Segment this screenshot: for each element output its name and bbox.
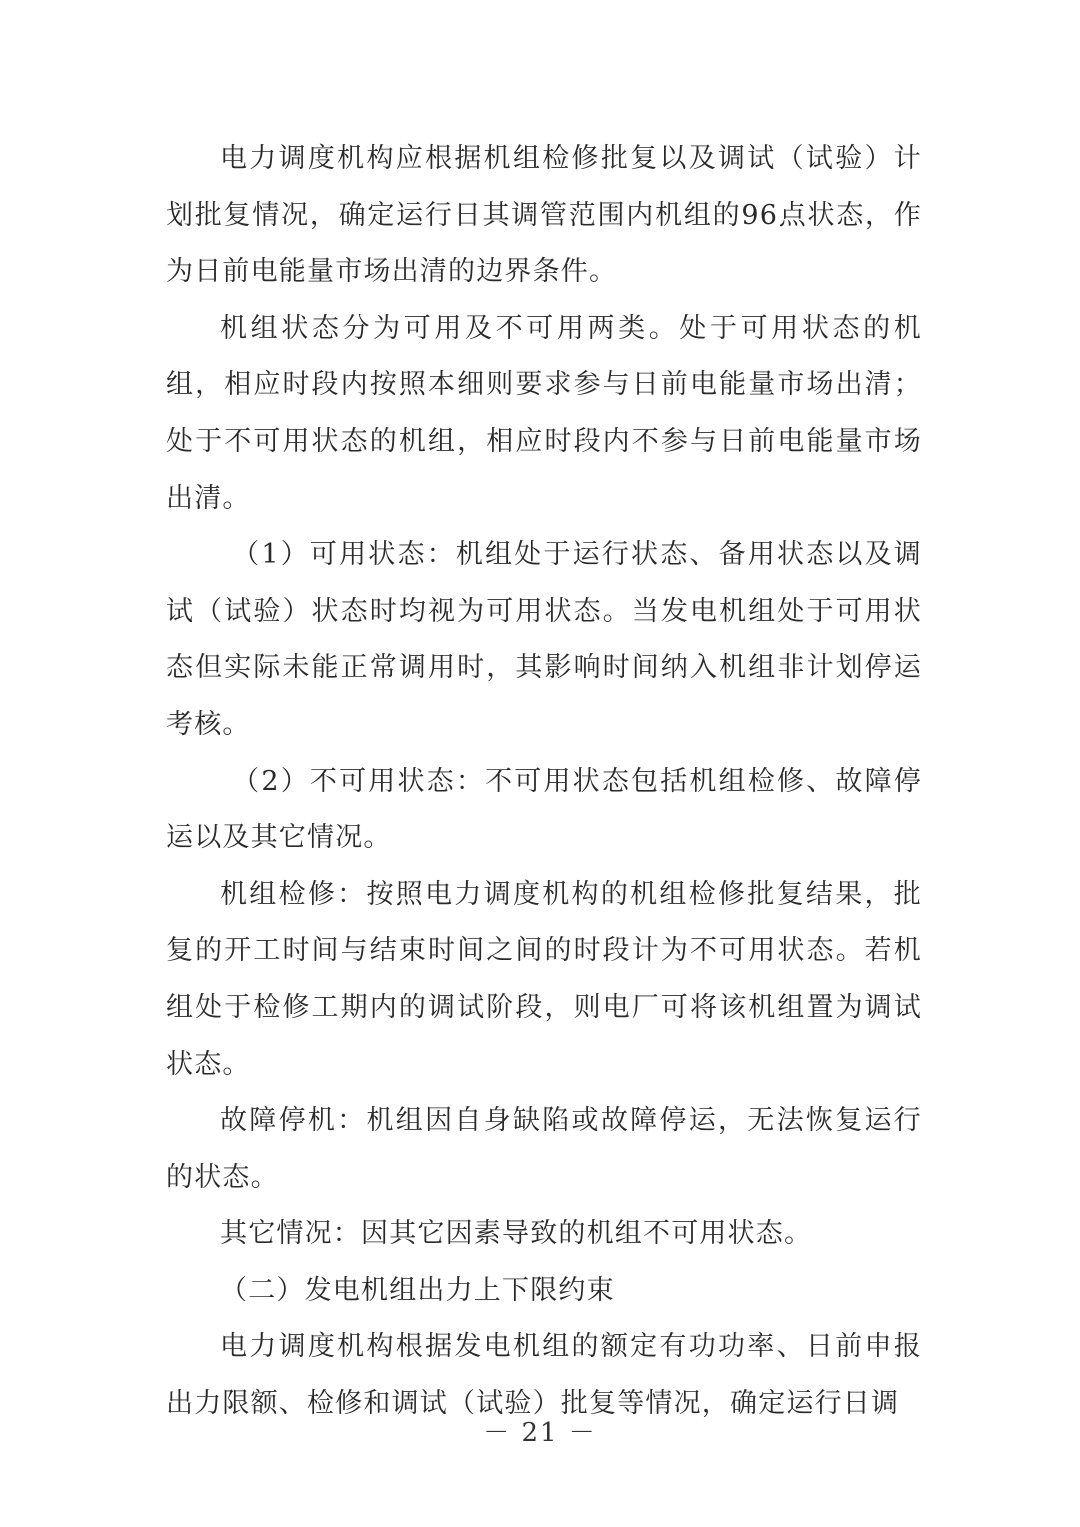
paragraph-other-situations: 其它情况：因其它因素导致的机组不可用状态。 xyxy=(220,1218,813,1250)
paragraph-unavailable-status: （2）不可用状态：不可用状态包括机组检修、故障停运以及其它情况。 xyxy=(166,765,922,854)
paragraph-available-status: （1）可用状态：机组处于运行状态、备用状态以及调试（试验）状态时均视为可用状态。当发电机组处于可用状态但实际未能正常调用时，其影响时间纳入机组非计划停运考核。 xyxy=(166,539,922,740)
page-number: － 21 － xyxy=(483,1418,597,1448)
section-heading-output-limits: （二）发电机组出力上下限约束 xyxy=(220,1274,615,1306)
body-text xyxy=(166,131,922,1433)
paragraph-fault-shutdown: 故障停机：机组因自身缺陷或故障停运，无法恢复运行的状态。 xyxy=(166,1105,922,1193)
paragraph-status-categories: 机组状态分为可用及不可用两类。处于可用状态的机组，相应时段内按照本细则要求参与日前电能量市场出清；处于不可用状态的机组，相应时段内不参与日前电能量市场出清。 xyxy=(166,312,922,514)
paragraph-output-limits: 电力调度机构根据发电机组的额定有功功率、日前申报出力限额、检修和调试（试验）批复等情况，确定运行日调 xyxy=(166,1331,922,1420)
paragraph-unit-maintenance: 机组检修：按照电力调度机构的机组检修批复结果，批复的开工时间与结束时间之间的时段计为不可用状态。若机组处于检修工期内的调试阶段，则电厂可将该机组置为调试状态。 xyxy=(166,878,922,1080)
paragraph-unit-status-basis: 电力调度机构应根据机组检修批复以及调试（试验）计划批复情况，确定运行日其调管范围内机组的96点状态，作为日前电能量市场出清的边界条件。 xyxy=(166,143,922,288)
